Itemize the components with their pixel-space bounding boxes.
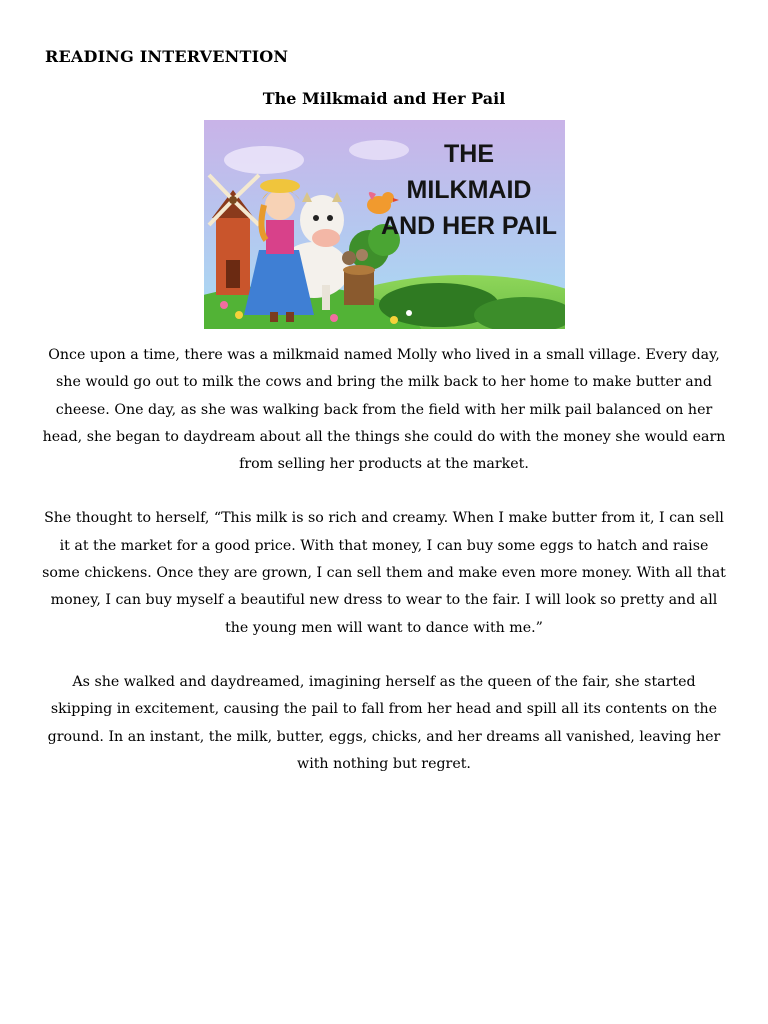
image-title-line-2: MILKMAID <box>406 176 532 204</box>
story-title: The Milkmaid and Her Pail <box>262 89 506 108</box>
story-paragraph-3: As she walked and daydreamed, imagining herself as the queen of the fair, she started skipping in excitement, causing the pail to fall from her head and spill all its contents on the ground. In an instant, the milk, butter, eggs, chicks, and her dreams all vanished, leaving her with nothing but regret. <box>47 673 721 772</box>
story-body <box>40 342 728 805</box>
image-title-line-3: AND HER PAIL <box>381 212 557 240</box>
story-illustration <box>204 120 565 329</box>
story-paragraph-1: Once upon a time, there was a milkmaid named Molly who lived in a small village. Every day, she would go out to milk the cows and bring the milk back to her home to make butter and cheese. One day, as she was walking back from the field with her milk pail balanced on her head, she began to daydream about all the things she could do with the money she would earn from selling her products at the market. <box>42 347 726 473</box>
story-paragraph-2: She thought to herself, “This milk is so rich and creamy. When I make butter from it, I can sell it at the market for a good price. With that money, I can buy some eggs to hatch and raise some chickens. Once they are grown, I can sell them and make even more money. With all that money, I can buy myself a beautiful new dress to wear to the fair. I will look so pretty and all the young men will want to dance with me.” <box>42 510 726 636</box>
document-heading: READING INTERVENTION <box>45 47 289 66</box>
image-title-line-1: THE <box>444 140 494 168</box>
